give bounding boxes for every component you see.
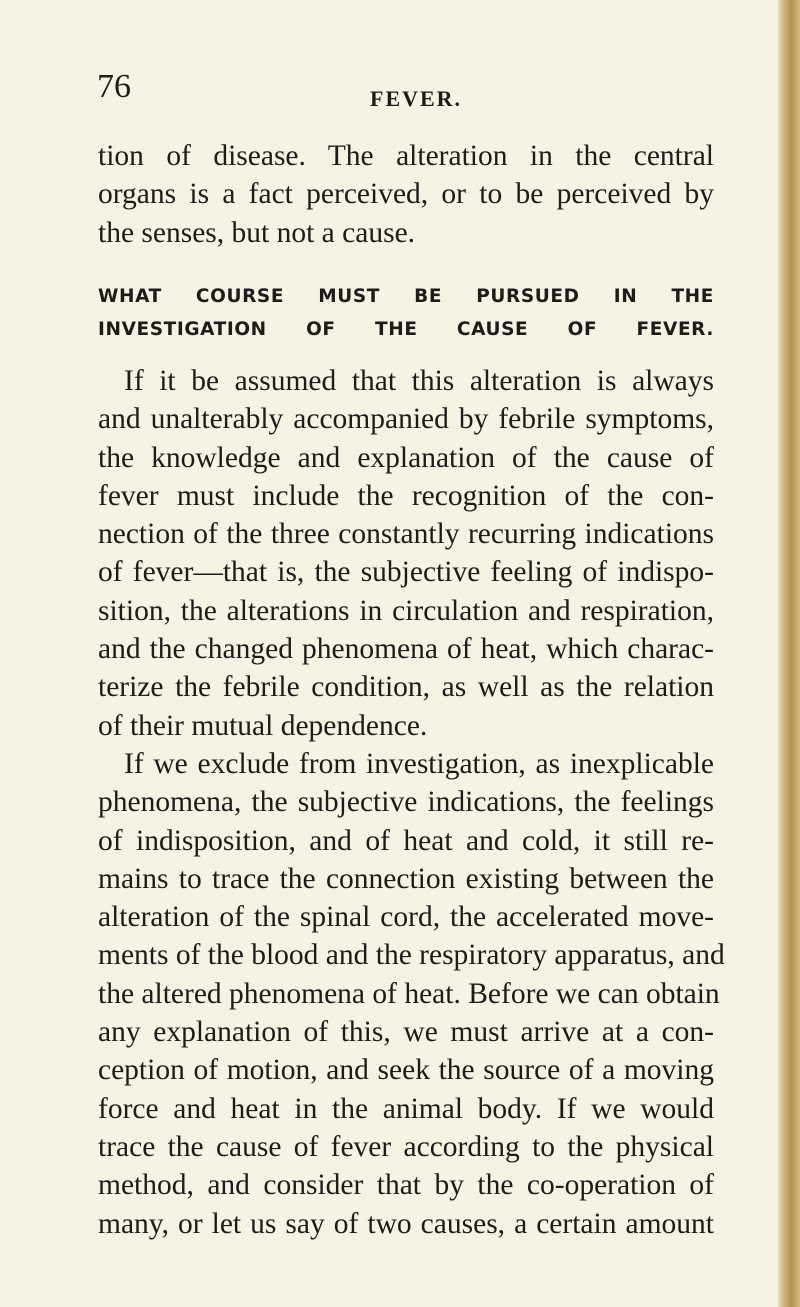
text-line: force and heat in the animal body. If we would (98, 1092, 714, 1125)
text-line: the knowledge and explanation of the cause of (98, 441, 714, 474)
text-line: the senses, but not a cause. (98, 216, 416, 249)
text-line: method, and consider that by the co-operation of (98, 1169, 714, 1202)
text-line: alteration of the spinal cord, the accelerated move- (98, 901, 714, 934)
text-line: terize the febrile condition, as well as the relation (98, 671, 714, 704)
heading-line: INVESTIGATION OF THE CAUSE OF FEVER. (98, 319, 714, 340)
text-line: ception of motion, and seek the source of a moving (98, 1054, 714, 1087)
heading-line: WHAT COURSE MUST BE PURSUED IN THE (98, 286, 714, 307)
text-line: many, or let us say of two causes, a certain amount (98, 1207, 714, 1240)
running-head: FEVER. (370, 86, 463, 111)
text-line: and unalterably accompanied by febrile symptoms, (98, 403, 714, 436)
paragraph-1 (98, 362, 714, 745)
page-number: 76 (97, 68, 131, 105)
text-line: the altered phenomena of heat. Before we can obtain (98, 977, 720, 1010)
text-line: If it be assumed that this alteration is always (124, 365, 714, 397)
text-line: mains to trace the connection existing between the (98, 862, 714, 895)
text-line: of indisposition, and of heat and cold, it still re- (98, 824, 714, 857)
text-line: fever must include the recognition of the con- (98, 479, 714, 512)
paragraph-2 (98, 745, 725, 1243)
text-line: of their mutual dependence. (98, 709, 428, 742)
section-heading (98, 280, 714, 346)
text-line: organs is a fact perceived, or to be perceived by (98, 178, 714, 211)
text-line: phenomena, the subjective indications, the feelings (98, 786, 714, 819)
text-line: any explanation of this, we must arrive at a con- (98, 1016, 714, 1049)
page-edge-shadow (778, 0, 800, 1307)
text-line: If we exclude from investigation, as inexplicable (124, 747, 714, 780)
text-line: of fever—that is, the subjective feeling of indispo- (98, 556, 714, 589)
text-line: trace the cause of fever according to the physical (98, 1130, 714, 1163)
text-line: ments of the blood and the respiratory apparatus, and (98, 939, 725, 972)
opening-paragraph (98, 137, 714, 252)
text-line: nection of the three constantly recurring indications (98, 518, 714, 551)
text-line: tion of disease. The alteration in the central (98, 140, 714, 172)
text-line: and the changed phenomena of heat, which charac- (98, 633, 714, 666)
text-line: sition, the alterations in circulation and respiration, (98, 594, 714, 627)
body-paragraphs (98, 362, 725, 1243)
